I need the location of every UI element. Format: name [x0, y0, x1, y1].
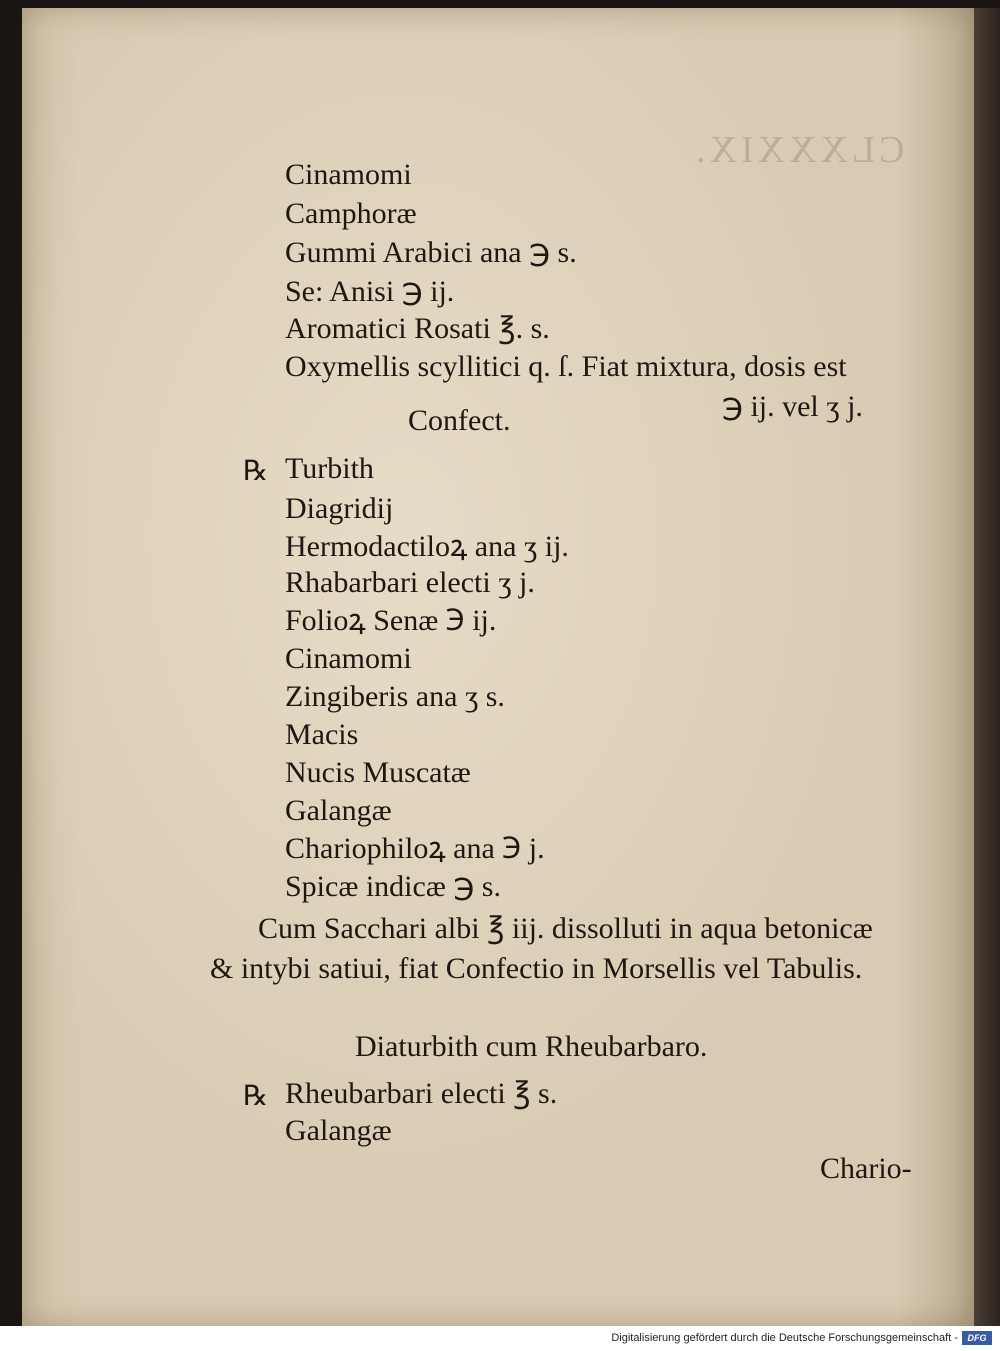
confect-line-10: Galangæ	[285, 794, 392, 827]
book-spine-shadow	[974, 8, 1000, 1326]
confect-line-2: Diagridij	[285, 492, 394, 525]
confect-line-6: Cinamomi	[285, 642, 412, 675]
recipe1-line-3: Gummi Arabici ana ℈ s.	[285, 236, 577, 269]
diaturbith-heading: Diaturbith cum Rheubarbaro.	[355, 1030, 708, 1063]
confect-line-1: Turbith	[285, 452, 374, 485]
confect-line-4: Rhabarbari electi ʒ j.	[285, 566, 535, 599]
catchword: Chario-	[820, 1152, 912, 1185]
confect-line-9: Nucis Muscatæ	[285, 756, 471, 789]
footer-credit-text: Digitalisierung gefördert durch die Deutsche Forschungsgemeinschaft -	[611, 1332, 958, 1344]
digitization-footer	[0, 1326, 1000, 1351]
recipe1-line-1: Cinamomi	[285, 158, 412, 191]
show-through-page-number: CLXXXIX.	[691, 129, 904, 171]
confect-line-12: Spicæ indicæ ℈ s.	[285, 870, 501, 903]
diaturbith-line-1: Rheubarbari electi ℥ s.	[285, 1077, 558, 1110]
confect-recipe-symbol: ℞	[243, 456, 269, 487]
recipe1-line-6: Oxymellis scyllitici q. ſ. Fiat mixtura, dosis est	[285, 350, 847, 383]
confect-instruction-2: & intybi satiui, fiat Confectio in Morsellis vel Tabulis.	[210, 952, 863, 985]
recipe1-dose: ℈ ij. vel ʒ j.	[722, 390, 863, 423]
confect-line-7: Zingiberis ana ʒ s.	[285, 680, 505, 713]
confect-instruction-1: Cum Sacchari albi ℥ iij. dissolluti in aqua betonicæ	[258, 912, 873, 945]
book-page	[22, 8, 974, 1326]
confect-line-3: Hermodactiloꝝ ana ʒ ij.	[285, 530, 569, 563]
diaturbith-recipe-symbol: ℞	[243, 1081, 269, 1112]
recipe1-line-2: Camphoræ	[285, 197, 417, 230]
recipe1-line-4: Se: Anisi ℈ ij.	[285, 275, 455, 308]
confect-heading: Confect.	[408, 404, 511, 437]
confect-line-11: Chariophiloꝝ ana ℈ j.	[285, 832, 545, 865]
confect-line-5: Folioꝝ Senæ ℈ ij.	[285, 604, 497, 637]
confect-line-8: Macis	[285, 718, 359, 751]
recipe1-line-5: Aromatici Rosati ℥. s.	[285, 312, 550, 345]
dfg-logo-icon[interactable]: DFG	[962, 1331, 992, 1345]
diaturbith-line-2: Galangæ	[285, 1114, 392, 1147]
